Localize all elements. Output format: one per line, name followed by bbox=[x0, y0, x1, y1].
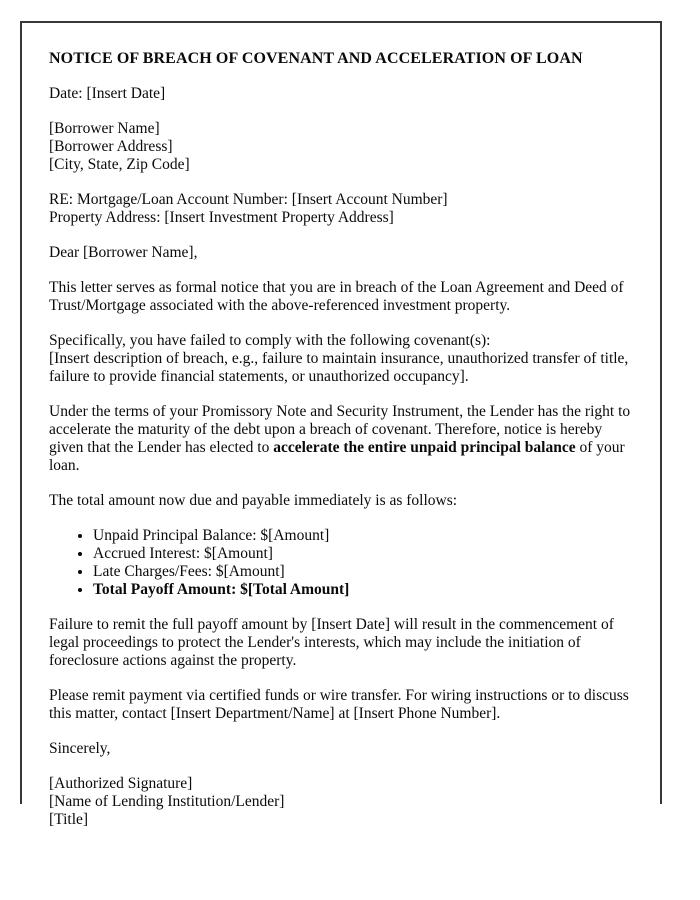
amount-item-total-payoff: • Total Payoff Amount: $[Total Amount] bbox=[93, 581, 637, 599]
letter-title: NOTICE OF BREACH OF COVENANT AND ACCELERATION OF LOAN bbox=[49, 50, 583, 67]
acceleration-post: of your loan. bbox=[49, 439, 625, 474]
date-block bbox=[49, 85, 637, 103]
salutation-block bbox=[49, 244, 637, 262]
paragraph-acceleration bbox=[49, 403, 637, 475]
paragraph-acceleration-text bbox=[49, 403, 637, 475]
amount-item-late-charges: • Late Charges/Fees: $[Amount] bbox=[93, 563, 637, 581]
paragraph-consequences bbox=[49, 616, 637, 670]
paragraph-breach bbox=[49, 332, 637, 386]
closing-block bbox=[49, 740, 637, 758]
amount-item-interest: • Accrued Interest: $[Amount] bbox=[93, 545, 637, 563]
amount-list bbox=[49, 527, 637, 599]
signature-block bbox=[49, 775, 637, 829]
paragraph-amount-intro-text: The total amount now due and payable immediately is as follows: bbox=[49, 492, 458, 509]
recipient-address: [Borrower Address] bbox=[49, 138, 173, 155]
closing: Sincerely, bbox=[49, 740, 111, 757]
paragraph-breach-placeholder: [Insert description of breach, e.g., failure to maintain insurance, unauthorized transfer of title, failure to provide financial statements, or unauthorized occupancy]. bbox=[49, 350, 629, 385]
letter-document bbox=[20, 21, 662, 828]
recipient-name: [Borrower Name] bbox=[49, 120, 160, 137]
reference-block bbox=[49, 191, 637, 227]
signature-title: [Title] bbox=[49, 811, 89, 828]
signature-institution: [Name of Lending Institution/Lender] bbox=[49, 793, 285, 810]
reference-property-line: Property Address: [Insert Investment Property Address] bbox=[49, 209, 394, 226]
paragraph-amount-intro bbox=[49, 492, 637, 510]
paragraph-payment-text: Please remit payment via certified funds or wire transfer. For wiring instructions or to discuss this matter, contact [Insert Department/Name] at [Insert Phone Number]. bbox=[49, 687, 629, 722]
salutation: Dear [Borrower Name], bbox=[49, 244, 198, 261]
date-line: Date: [Insert Date] bbox=[49, 85, 166, 102]
amount-item-principal: • Unpaid Principal Balance: $[Amount] bbox=[93, 527, 637, 545]
paragraph-consequences-text: Failure to remit the full payoff amount by [Insert Date] will result in the commencement of legal proceedings to protect the Lender's interests, which may include the initiation of foreclosure actions against the property. bbox=[49, 616, 614, 669]
recipient-block bbox=[49, 120, 637, 174]
paragraph-notice bbox=[49, 279, 637, 315]
paragraph-notice-text: This letter serves as formal notice that you are in breach of the Loan Agreement and Deed of Trust/Mortgage associated with the above-referenced investment property. bbox=[49, 279, 624, 314]
paragraph-payment bbox=[49, 687, 637, 723]
recipient-city-state-zip: [City, State, Zip Code] bbox=[49, 156, 190, 173]
reference-account-line: RE: Mortgage/Loan Account Number: [Insert Account Number] bbox=[49, 191, 448, 208]
acceleration-bold-phrase: accelerate the entire unpaid principal balance bbox=[273, 439, 576, 456]
acceleration-pre: Under the terms of your Promissory Note and Security Instrument, the Lender has the right to accelerate the maturity of the debt upon a breach of covenant. Therefore, notice is hereby given that the Lender has elected to bbox=[49, 403, 631, 456]
paragraph-breach-intro: Specifically, you have failed to comply with the following covenant(s): bbox=[49, 332, 491, 349]
signature-authorized: [Authorized Signature] bbox=[49, 775, 193, 792]
